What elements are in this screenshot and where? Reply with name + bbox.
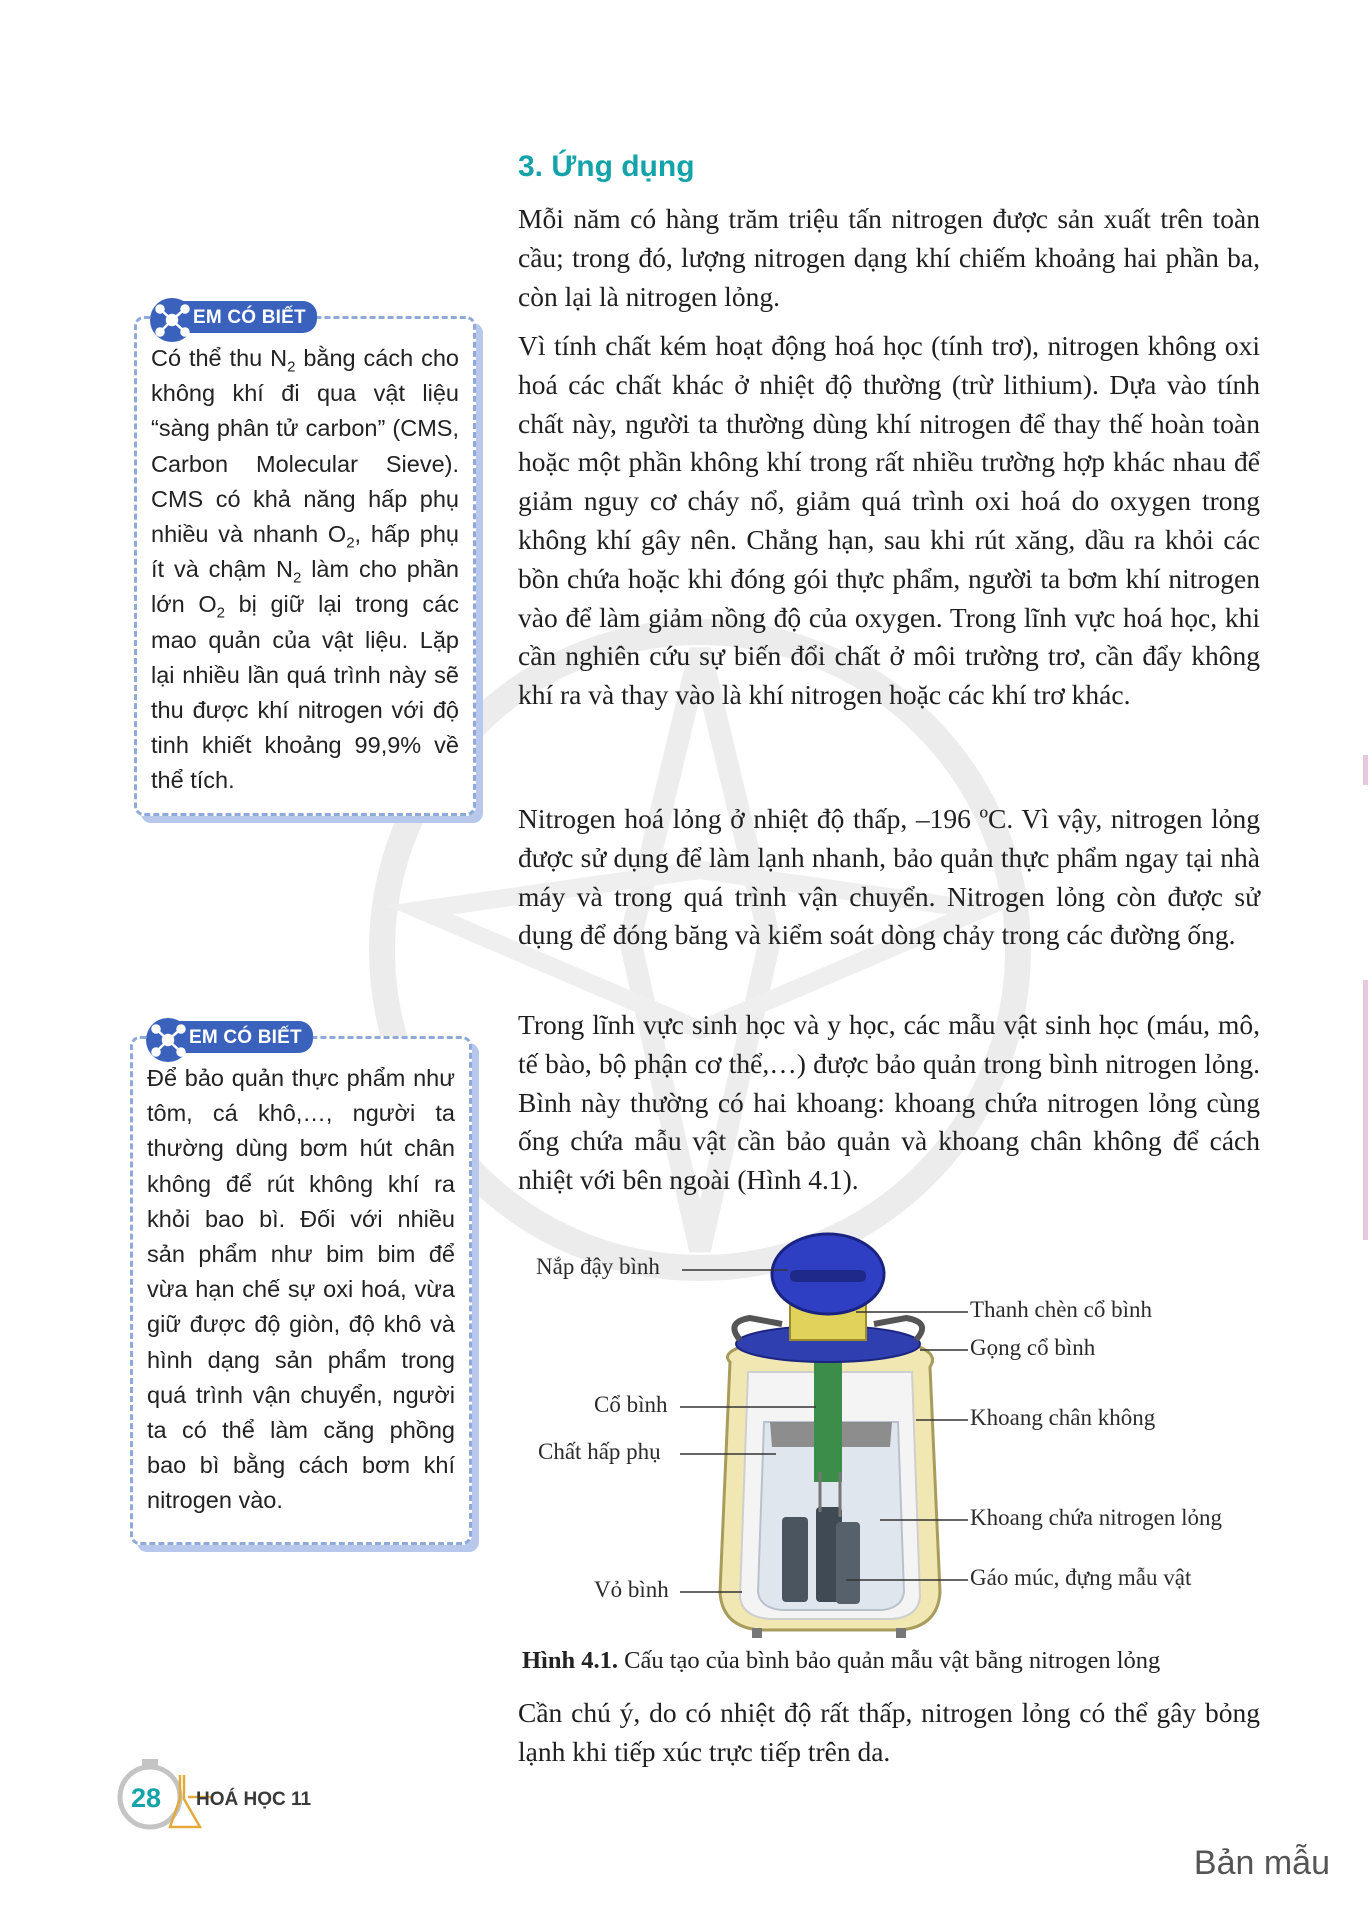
label-liquid-chamber: Khoang chứa nitrogen lỏng	[970, 1505, 1222, 1530]
paragraph-liquid-nitrogen: Nitrogen hoá lỏng ở nhiệt độ thấp, –196 ºC. Vì vậy, nitrogen lỏng được sử dụng để làm lạnh nhanh, bảo quản thực phẩm ngay tại nhà máy và trong quá trình vận chuyển. Nitrogen lỏng còn được sử dụng để đóng băng và kiểm soát dòng chảy trong các đường ống.	[518, 803, 1260, 951]
did-you-know-box-1	[134, 307, 476, 816]
label-adsorbent: Chất hấp phụ	[538, 1439, 661, 1464]
label-shell: Vỏ bình	[594, 1577, 669, 1602]
did-you-know-tag	[143, 1017, 313, 1057]
paragraph-warning: Cần chú ý, do có nhiệt độ rất thấp, nitrogen lỏng có thể gây bỏng lạnh khi tiếp xúc trực tiếp trên da.	[518, 1697, 1260, 1767]
page-number: 28	[131, 1783, 162, 1813]
molecule-icon	[143, 1015, 193, 1065]
did-you-know-label: EM CÓ BIẾT	[193, 307, 306, 328]
label-sample-canister: Gáo múc, đựng mẫu vật	[970, 1565, 1192, 1590]
label-lid: Nắp đậy bình	[536, 1254, 660, 1279]
right-edge-accent-2	[1363, 980, 1368, 1240]
sample-watermark-text: Bản mẫu	[1193, 1844, 1330, 1882]
did-you-know-tag	[147, 297, 317, 337]
paragraph-biology-medicine: Trong lĩnh vực sinh học và y học, các mẫu vật sinh học (máu, mô, tế bào, bộ phận cơ thể,…) được bảo quản trong bình nitrogen lỏng. Bình này thường có hai khoang: khoang chứa nitrogen lỏng cùng ống chứa mẫu vật cần bảo quản và khoang chân không để cách nhiệt với bên ngoài (Hình 4.1).	[518, 1009, 1260, 1196]
did-you-know-box-2	[130, 1027, 472, 1545]
right-edge-accent-1	[1363, 755, 1368, 785]
book-title: HOÁ HỌC 11	[196, 1789, 312, 1810]
label-neck-collar: Gọng cổ bình	[970, 1335, 1096, 1360]
tip-text-cms: Có thể thu $N_2$ bằng cách cho không khí đi qua vật liệu “sàng phân tử carbon” (CMS, Carbon Molecular Sieve). CMS có khả năng hấp phụ nhiều và nhanh $O_2$, hấp phụ ít và chậm $N_2$ làm cho phần lớn $O_2$ bị giữ lại trong các mao quản của vật liệu. Lặp lại nhiều lần quá trình này sẽ thu được khí nitrogen với độ tinh khiết khoảng 99,9% về thể tích.	[151, 345, 459, 794]
did-you-know-label: EM CÓ BIẾT	[189, 1027, 302, 1048]
section-title: 3. Ứng dụng	[518, 150, 695, 183]
figure-nitrogen-dewar	[520, 1232, 1260, 1642]
tip-text-packaging: Để bảo quản thực phẩm như tôm, cá khô,…, người ta thường dùng bơm hút chân không để rút không khí ra khỏi bao bì. Đối với nhiều sản phẩm như bim bim để vừa hạn chế sự oxi hoá, vừa giữ được độ giòn, độ khô và hình dạng sản phẩm trong quá trình vận chuyển, người ta có thể làm căng phồng bao bì bằng cách bơm khí nitrogen vào.	[147, 1065, 455, 1514]
figure-caption: Hình 4.1. Cấu tạo của bình bảo quản mẫu vật bằng nitrogen lỏng	[522, 1647, 1161, 1674]
molecule-icon	[147, 295, 197, 345]
label-neck-plug: Thanh chèn cổ bình	[970, 1297, 1153, 1322]
label-vacuum-chamber: Khoang chân không	[970, 1405, 1156, 1430]
paragraph-inert-uses: Vì tính chất kém hoạt động hoá học (tính trơ), nitrogen không oxi hoá các chất khác ở nhiệt độ thường (trừ lithium). Dựa vào tính chất này, người ta thường dùng khí nitrogen để thay thế hoàn toàn hoặc một phần không khí trong rất nhiều trường hợp khác nhau để giảm nguy cơ cháy nổ, giảm quá trình oxi hoá do oxygen trong không khí gây nên. Chẳng hạn, sau khi rút xăng, dầu ra khỏi các bồn chứa hoặc khi đóng gói thực phẩm, người ta bơm khí nitrogen vào để làm giảm nồng độ của oxygen. Trong lĩnh vực hoá học, khi cần nghiên cứu sự biến đổi chất ở môi trường trơ, cần đẩy không khí ra và thay vào là khí nitrogen hoặc các khí trơ khác.	[518, 330, 1260, 711]
paragraph-production: Mỗi năm có hàng trăm triệu tấn nitrogen được sản xuất trên toàn cầu; trong đó, lượng nitrogen dạng khí chiếm khoảng hai phần ba, còn lại là nitrogen lỏng.	[518, 203, 1260, 312]
label-neck: Cổ bình	[594, 1392, 668, 1417]
